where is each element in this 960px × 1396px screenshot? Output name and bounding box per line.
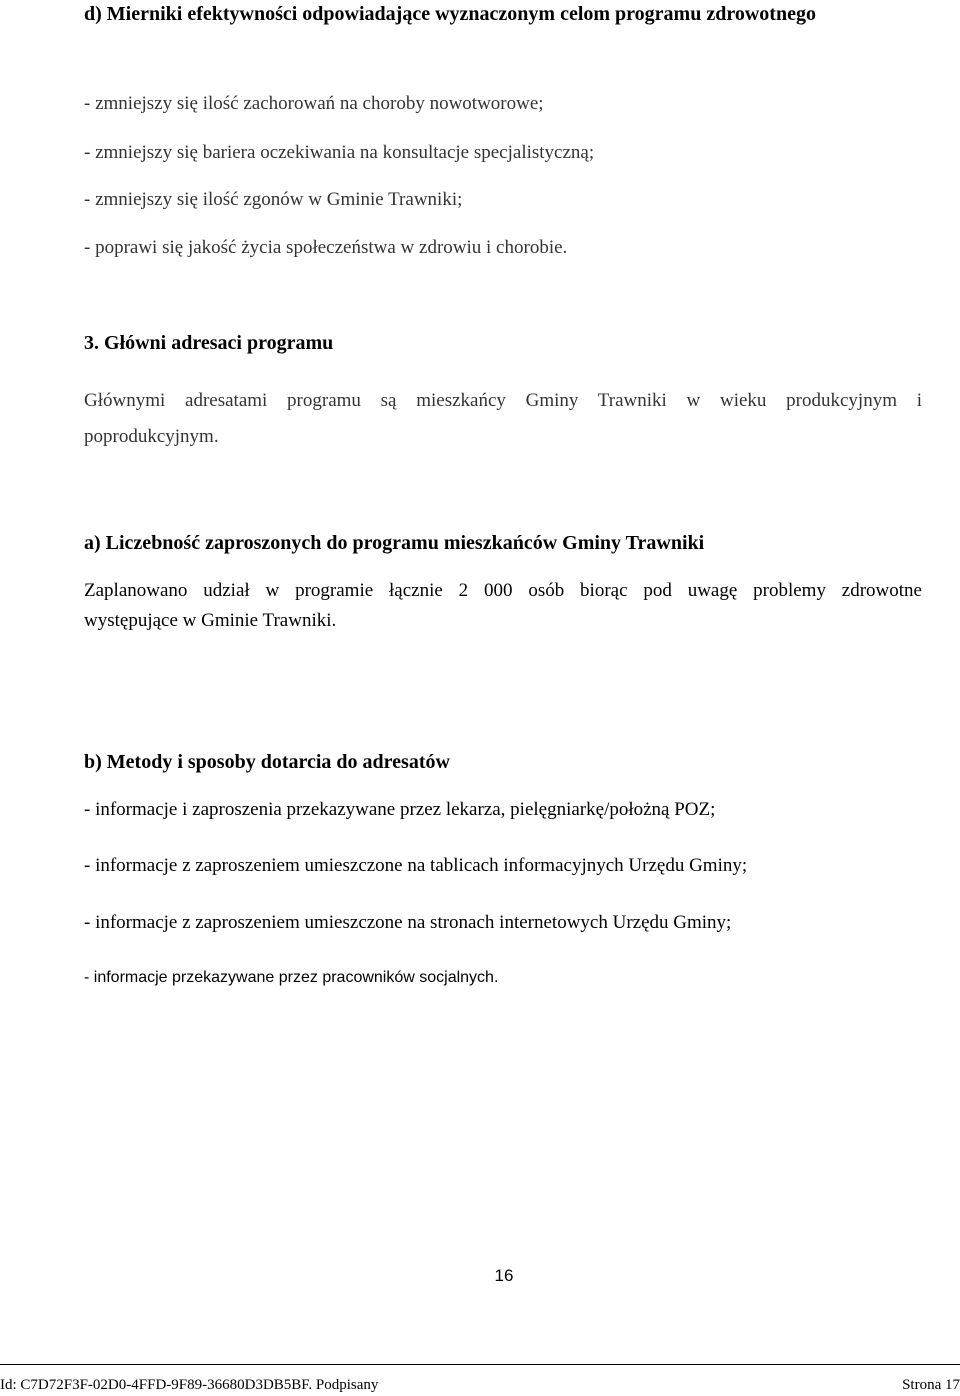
section-3-paragraph-line: Głównymi adresatami programu są mieszkańcy Gminy Trawniki w wieku produkcyjnym i [84, 390, 922, 411]
footer-divider [0, 1364, 960, 1365]
section-b-item: - informacje z zaproszeniem umieszczone na stronach internetowych Urzędu Gminy; [84, 912, 732, 933]
section-b-item: - informacje i zaproszenia przekazywane przez lekarza, pielęgniarkę/położną POZ; [84, 799, 716, 820]
section-d-item: - zmniejszy się ilość zgonów w Gminie Trawniki; [84, 189, 463, 210]
section-b-heading: b) Metody i sposoby dotarcia do adresatów [84, 751, 450, 773]
section-3-paragraph-line: poprodukcyjnym. [84, 426, 219, 447]
footer-document-id: Id: C7D72F3F-02D0-4FFD-9F89-36680D3DB5BF. Podpisany [0, 1377, 379, 1393]
section-d-item: - zmniejszy się ilość zachorowań na choroby nowotworowe; [84, 93, 544, 114]
section-d-item: - poprawi się jakość życia społeczeństwa w zdrowiu i chorobie. [84, 237, 568, 258]
footer-page-label: Strona 17 [902, 1377, 960, 1393]
section-d-heading: d) Mierniki efektywności odpowiadające wyznaczonym celom programu zdrowotnego [84, 3, 816, 25]
section-d-item: - zmniejszy się bariera oczekiwania na konsultacje specjalistyczną; [84, 142, 595, 163]
section-b-item: - informacje przekazywane przez pracowników socjalnych. [84, 969, 499, 986]
section-a-heading: a) Liczebność zaproszonych do programu mieszkańców Gminy Trawniki [84, 532, 705, 554]
section-a-paragraph-line: występujące w Gminie Trawniki. [84, 610, 337, 631]
section-3-heading: 3. Główni adresaci programu [84, 332, 334, 354]
page-number: 16 [494, 1266, 514, 1285]
section-a-paragraph-line: Zaplanowano udział w programie łącznie 2 000 osób biorąc pod uwagę problemy zdrowotne [84, 580, 922, 601]
section-b-item: - informacje z zaproszeniem umieszczone na tablicach informacyjnych Urzędu Gminy; [84, 855, 748, 876]
